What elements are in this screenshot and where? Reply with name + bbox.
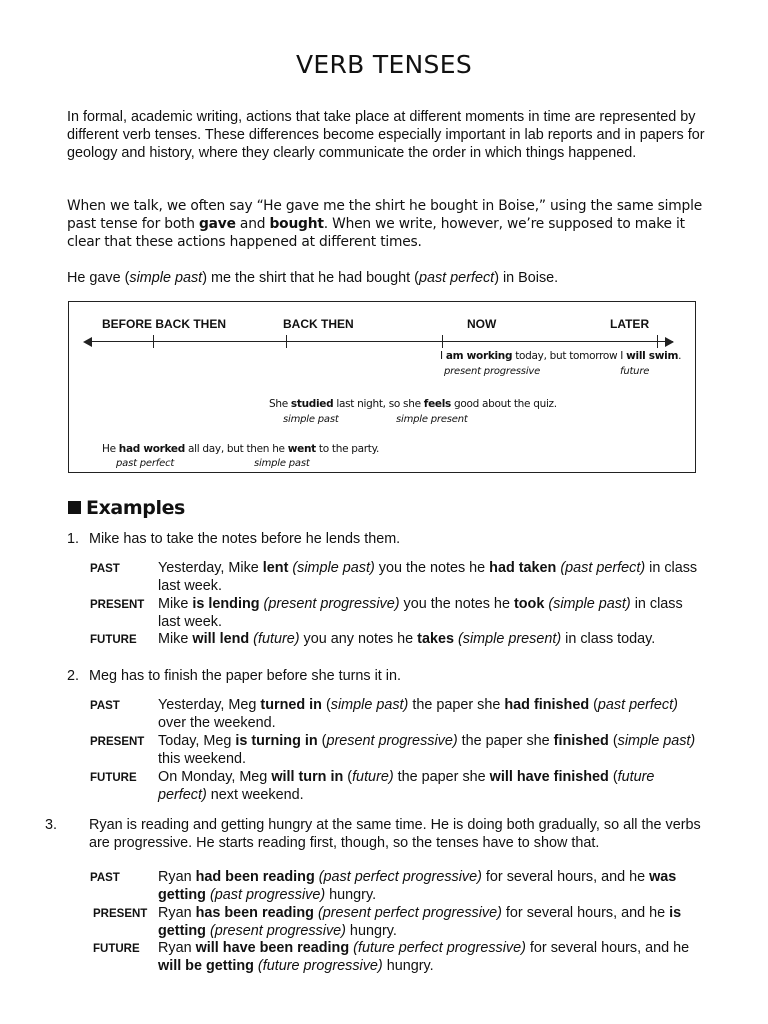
timeline-note-future: future bbox=[620, 366, 650, 377]
timeline-axis bbox=[87, 341, 673, 342]
example-3-lead: 3. Ryan is reading and getting hungry at the same time. He is doing both gradually, so all the verbs are progressive. He starts reading first, though, so the tenses have to show that. bbox=[45, 817, 701, 851]
example-sentence: Ryan will have been reading (future perfect progressive) for several hours, and he will be getting (future progressive) hungry. bbox=[158, 940, 690, 974]
label-now: NOW bbox=[467, 317, 497, 331]
label-later: LATER bbox=[610, 317, 650, 331]
tense-label: PAST bbox=[90, 700, 120, 712]
timeline-diagram bbox=[68, 301, 696, 473]
tense-label: FUTURE bbox=[90, 772, 137, 784]
examples-heading: Examples bbox=[68, 497, 185, 519]
timeline-note-simple-past: simple past bbox=[283, 414, 339, 425]
tense-label: PAST bbox=[90, 563, 120, 575]
label-before-back-then: BEFORE BACK THEN bbox=[102, 317, 227, 331]
intro-paragraph-1: In formal, academic writing, actions that take place at different moments in time are represented by different verb tenses. These differences become especially important in lab reports and in papers for geology and history, where they clearly communicate the order in which things happened. bbox=[67, 109, 705, 161]
timeline-sentence-1: I am working today, but tomorrow I will swim. bbox=[440, 350, 682, 362]
timeline-sentence-3: He had worked all day, but then he went to the party. bbox=[102, 443, 380, 455]
tense-label: PAST bbox=[90, 872, 120, 884]
tense-label: PRESENT bbox=[90, 599, 145, 611]
tick-now bbox=[442, 335, 443, 348]
example-2-lead: 2. Meg has to finish the paper before she turns it in. bbox=[67, 668, 401, 684]
tense-label: FUTURE bbox=[93, 943, 140, 955]
example-sentence: Mike will lend (future) you any notes he takes (simple present) in class today. bbox=[158, 631, 656, 647]
timeline-note-present-progressive: present progressive bbox=[444, 366, 541, 377]
example-sentence: Yesterday, Mike lent (simple past) you the notes he had taken (past perfect) in class last week. bbox=[158, 560, 698, 594]
arrow-right-icon bbox=[665, 337, 674, 347]
label-back-then: BACK THEN bbox=[283, 317, 354, 331]
tick-later bbox=[657, 335, 658, 348]
intro-paragraph-3: He gave (simple past) me the shirt that he had bought (past perfect) in Boise. bbox=[67, 270, 559, 286]
timeline-sentence-2: She studied last night, so she feels good about the quiz. bbox=[269, 398, 557, 410]
example-sentence: Today, Meg is turning in (present progressive) the paper she finished (simple past) this weekend. bbox=[158, 733, 696, 767]
tick-before-back-then bbox=[153, 335, 154, 348]
page-title: VERB TENSES bbox=[296, 50, 472, 79]
example-sentence: Ryan has been reading (present perfect progressive) for several hours, and he is getting (present progressive) hungry. bbox=[158, 905, 682, 939]
arrow-left-icon bbox=[83, 337, 92, 347]
timeline-note-simple-present: simple present bbox=[396, 414, 468, 425]
square-bullet-icon bbox=[68, 501, 81, 514]
tense-label: FUTURE bbox=[90, 634, 137, 646]
tense-label: PRESENT bbox=[90, 736, 145, 748]
tense-label: PRESENT bbox=[93, 908, 148, 920]
timeline-note-simple-past-2: simple past bbox=[254, 458, 310, 469]
example-sentence: Ryan had been reading (past perfect progressive) for several hours, and he was getting (past progressive) hungry. bbox=[158, 869, 677, 903]
tick-back-then bbox=[286, 335, 287, 348]
example-sentence: Mike is lending (present progressive) you the notes he took (simple past) in class last week. bbox=[158, 596, 683, 630]
example-1-lead: 1. Mike has to take the notes before he lends them. bbox=[67, 531, 401, 547]
intro-paragraph-2: When we talk, we often say “He gave me the shirt he bought in Boise,” using the same simple past tense for both gave and bought. When we write, however, we’re supposed to make it clear that these actions happened at different times. bbox=[67, 198, 702, 250]
example-sentence: On Monday, Meg will turn in (future) the paper she will have finished (future perfect) next weekend. bbox=[158, 769, 655, 803]
example-sentence: Yesterday, Meg turned in (simple past) the paper she had finished (past perfect) over the weekend. bbox=[158, 697, 678, 731]
timeline-note-past-perfect: past perfect bbox=[116, 458, 175, 469]
